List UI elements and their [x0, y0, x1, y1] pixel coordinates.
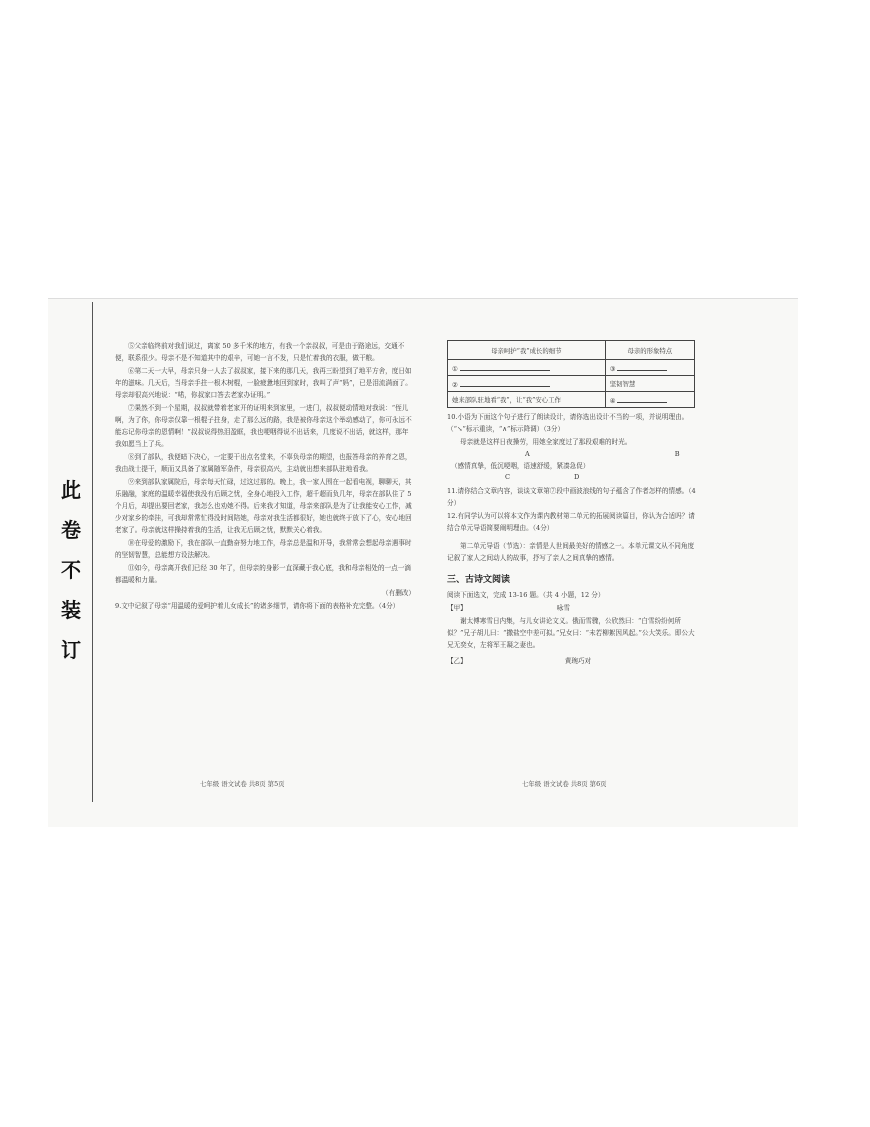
- table-header: 母亲呵护“我”成长的细节: [448, 341, 606, 360]
- right-page: [447, 340, 697, 668]
- binding-margin-text: [56, 470, 86, 670]
- table-row: [448, 392, 695, 408]
- jia-label: 【甲】: [447, 604, 467, 612]
- option-b: B: [674, 450, 680, 458]
- table-cell: ①: [452, 364, 458, 373]
- paragraph-5: ⑤父亲临终前对我们说过，离家 50 多千米的地方，有我一个亲叔叔，可是由于路途远，交通不便，联系很少。母亲不是不知道其中的艰辛，可她一言不发，只是忙着我的衣服，做干粮。: [115, 342, 405, 362]
- question-12: 12.有同学认为可以将本文作为课内教材第二单元的拓展阅读篇目，你认为合适吗？请结合单元导语简要阐明理由。（4分）: [447, 512, 695, 532]
- option-c: C: [505, 473, 511, 481]
- paragraph-7: ⑦果然不到一个星期，叔叔就带着老家开的证明来到家里，一进门，叔叔便动情地对我说：“侄儿啊，为了你，你母亲仅靠一根棍子拄身，走了那么远的路，我是被你母亲这个举动感动了，你可永远不能忘记你母亲的恩情啊！”叔叔说得热泪盈眶，我也哽咽得说不出话来，几度说不出话，就这样，那年我如愿当上了兵。: [115, 404, 412, 448]
- binding-char: 卷: [61, 518, 81, 542]
- jia-title: 咏雪: [556, 604, 570, 612]
- section-3-instruction: 阅读下面选文，完成 13-16 题。（共 4 小题，12 分）: [447, 591, 605, 599]
- table-cell: 她来部队驻地看“我”，让“我”安心工作: [448, 392, 606, 408]
- q10-note: （感情真挚，低沉哽咽，语速舒缓，紧凑急促）: [451, 462, 590, 470]
- table-row: [448, 360, 695, 376]
- question-9: 9.文中记叙了母亲“用温暖的爱呵护着儿女成长”的诸多细节，请你将下面的表格补充完整。（4分）: [115, 602, 400, 610]
- binding-line: [92, 302, 93, 802]
- q10-labels-top: [447, 450, 697, 458]
- passage-jia-header: [447, 602, 697, 614]
- paragraph-6: ⑥第二天一大早，母亲只身一人去了叔叔家，接下来的那几天，我再三盼望到了地平方舍，度日如年的滋味。几天后，当母亲手拄一根木树棍，一脸疲惫地回到家时，我叫了声“妈”，已是泪流满面了。母亲却很高兴地说：“喏，你叔家口答去老家办证明。”: [115, 367, 412, 399]
- answer-table: [447, 340, 695, 408]
- table-cell: ②: [452, 380, 458, 389]
- jia-text: 谢太傅寒雪日内集，与儿女讲论文义。俄而雪骤，公欣然曰：“白雪纷纷何所似？”兄子胡儿曰：“撒盐空中差可拟。”兄女曰：“未若柳絮因风起。”公大笑乐。即公大兄无奕女，左将军王凝之妻也。: [447, 617, 695, 649]
- page-footer-left: 七年级 语文试卷 共8页 第5页: [200, 780, 285, 788]
- page-footer-right: 七年级 语文试卷 共8页 第6页: [522, 780, 607, 788]
- binding-char: 装: [61, 598, 81, 622]
- passage-yi-header: [447, 655, 697, 667]
- binding-char: 不: [61, 558, 81, 582]
- binding-char: 订: [61, 638, 81, 662]
- section-3-title: 三、古诗文阅读: [447, 575, 511, 585]
- question-10: 10.小语为下面这个句子进行了朗读设计，请你选出设计不当的一项，并说明理由。（“↘”标示重读，“∧”标示降调）（3分）: [447, 413, 689, 433]
- answer-blank[interactable]: [460, 379, 550, 387]
- table-header: 母亲的形象特点: [605, 341, 694, 360]
- answer-blank[interactable]: [617, 395, 667, 403]
- table-cell: 坚韧智慧: [605, 376, 694, 392]
- q10-sentence: 母亲就是这样日夜操劳，用她全家度过了那段艰难的时光。: [460, 438, 632, 446]
- table-cell: ④: [609, 396, 616, 405]
- paragraph-9: ⑨来到部队家属院后，母亲每天忙碌，过这过那的。晚上，我一家人围在一起看电视，聊聊天，其乐融融，家庭的温暖幸福使我没有后顾之忧，全身心地投入工作，超千超而负几年，母亲在部队住了 5 个月后，却提出要回老家，我怎么也劝她不得。后来我才知道，母亲来部队是为了让我能安心工作，减少对家乡的牵挂，可我却常常忙得没时间陪她，母亲对我生活都很好，她也就终于放下了心，安心地回老家了。母亲就这样操持着我的生活，让我无后顾之忧，默默关心着我。: [115, 478, 412, 534]
- q10-labels-bottom: [447, 473, 697, 481]
- answer-blank[interactable]: [460, 363, 550, 371]
- unit-intro: 第二单元导语（节选）：亲情是人世间最美好的情感之一。本单元课文从不同角度记叙了家人之间动人的故事，抒写了亲人之间真挚的感情。: [447, 542, 695, 562]
- yi-title: 黄琬巧对: [564, 657, 592, 665]
- option-a: A: [525, 450, 530, 458]
- paragraph-11: ⑪如今，母亲离开我们已经 30 年了，但母亲的身影一直深藏于我心底，我和母亲相处的一点一滴都温暖和力量。: [115, 564, 411, 584]
- left-page: [115, 340, 415, 613]
- paragraph-8: ⑧到了部队，我便暗下决心，一定要干出点名堂来，不辜负母亲的期望，也报答母亲的养育之恩，我由战士提干，顺而又具备了家属随军条件，母亲很高兴，主动就出想来部队驻地看我。: [115, 453, 412, 473]
- table-cell: ③: [609, 364, 616, 373]
- paragraph-10: ⑩在母爱的激励下，我在部队一直勤奋努力地工作，母亲总是温和开导，我常常会想起母亲遇事时的坚韧智慧，总能想方设法解决。: [115, 539, 412, 559]
- yi-label: 【乙】: [447, 657, 467, 665]
- source-note: （有删改）: [382, 589, 415, 597]
- option-d: D: [574, 473, 580, 481]
- answer-blank[interactable]: [617, 363, 667, 371]
- binding-char: 此: [61, 478, 81, 502]
- table-row: [448, 376, 695, 392]
- question-11: 11.请你结合文章内容，谈谈文章第⑦段中画波浪线的句子蕴含了作者怎样的情感。（4分）: [447, 487, 696, 507]
